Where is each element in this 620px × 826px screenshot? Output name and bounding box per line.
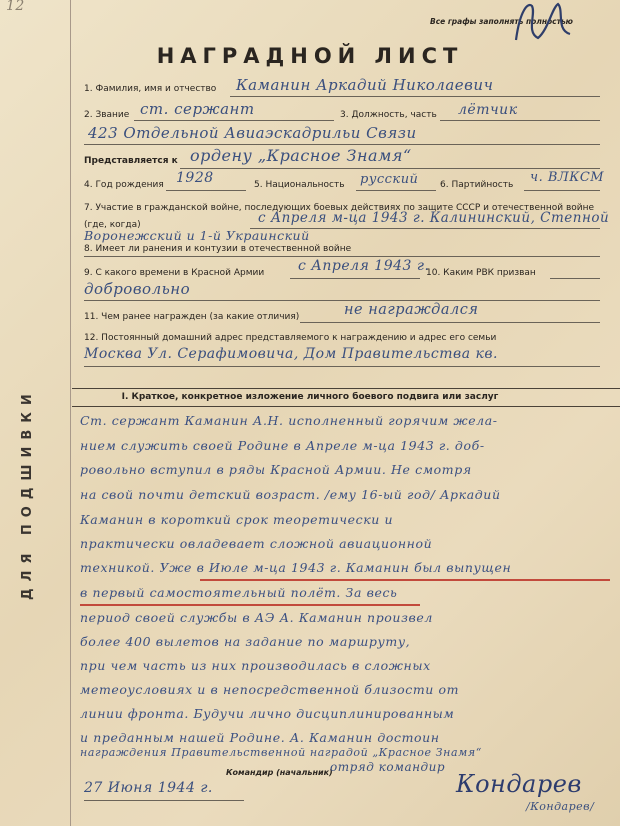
field-2-line [134,120,334,121]
represented-label: Представляется к [84,156,178,166]
narrative-line: на свой почти детский возраст. /ему 16-ый год/ Аркадий [80,487,501,502]
field-5-value: русский [360,172,419,187]
field-10-label: 10. Каким РВК призван [426,268,536,278]
field-7-value-1: с Апреля м-ца 1943 г. Калининский, Степной [258,210,610,226]
sidebar-binding-area [0,0,71,826]
top-note: Все графы заполнять полностью [430,17,573,26]
field-6-line [524,190,600,191]
unit-line [84,144,600,145]
field-1-label: 1. Фамилия, имя и отчество [84,84,217,94]
field-4-line [166,190,246,191]
field-10-line-2 [84,300,600,301]
field-4-label: 4. Год рождения [84,180,164,190]
narrative-line: метеоусловиях и в непосредственной близости от [80,682,460,697]
narrative-line: Ст. сержант Каманин А.Н. исполненный горячим жела- [80,413,498,428]
represented-value: ордену „Красное Знамя“ [190,146,412,165]
field-8-label: 8. Имеет ли ранения и контузии в отечественной войне [84,244,352,254]
field-10-line [550,278,600,279]
page-title: НАГРАДНОЙ ЛИСТ [156,44,464,68]
field-10-value: добровольно [84,280,191,298]
narrative-line: и преданным нашей Родине. А. Каманин достоин [80,730,440,745]
field-9-line [290,278,420,279]
date-line [84,800,244,801]
narrative-line: при чем часть из них производилась в сложных [80,658,431,673]
commander-sub: отряд командир [330,760,446,774]
field-9-label: 9. С какого времени в Красной Армии [84,268,265,278]
field-3-line [440,120,600,121]
field-4-value: 1928 [176,170,214,186]
field-7-value-2: Воронежский и 1-й Украинский [84,228,310,243]
field-8-line [84,256,600,257]
sidebar-label: ДЛЯ ПОДШИВКИ [20,387,35,600]
field-3-label: 3. Должность, часть [340,110,437,120]
section-bottom-rule [72,406,620,407]
commander-label: Командир (начальник) [226,768,333,777]
narrative-line: нием служить своей Родине в Апреле м-ца 1943 г. доб- [80,438,485,453]
narrative-line: более 400 вылетов на задание по маршруту, [80,634,411,649]
narrative-line: ровольно вступил в ряды Красной Армии. Не смотря [80,462,472,477]
field-12-value: Москва Ул. Серафимовича, Дом Правительства кв. [84,346,498,362]
field-7-label: 7. Участие в гражданской войне, последующих боевых действиях по защите СССР и отечественной войне (где, когда) [84,203,595,230]
signature: Кондарев [456,770,582,798]
narrative-line: в первый самостоятельный полёт. За весь [80,585,398,600]
field-6-value: ч. ВЛКСМ [530,170,605,185]
field-5-label: 5. Национальность [254,180,345,190]
red-underline-2 [80,604,420,606]
narrative-line: награждения Правительственной наградой „Красное Знамя“ [80,746,482,759]
field-9-value: с Апреля 1943 г. [298,258,430,274]
field-12-label: 12. Постоянный домашний адрес представляемого к награждению и адрес его семьи [84,333,497,343]
field-1-line [230,96,600,97]
date-value: 27 Июня 1944 г. [84,780,213,796]
field-2-value: ст. сержант [140,100,255,118]
section-title: I. Краткое, конкретное изложение личного боевого подвига или заслуг [121,392,499,402]
represented-line [180,168,600,169]
narrative-line: период своей службы в АЭ А. Каманин произвел [80,610,433,625]
field-3-value: лётчик [458,102,518,118]
top-scribble: 12 [6,0,25,14]
narrative-line: практически овладевает сложной авиационной [80,536,433,551]
field-5-line [356,190,436,191]
field-12-line [84,366,600,367]
corner-stamp-mark [508,0,578,44]
field-2-label: 2. Звание [84,110,130,120]
narrative-line: Каманин в короткий срок теоретически и [80,512,394,527]
signature-name: /Кондарев/ [526,800,595,813]
red-underline-1 [200,579,610,581]
narrative-line: техникой. Уже в Июле м-ца 1943 г. Каманин был выпущен [80,560,512,575]
narrative-line: линии фронта. Будучи лично дисциплинированным [80,706,455,721]
field-6-label: 6. Партийность [440,180,514,190]
unit-value: 423 Отдельной Авиаэскадрильи Связи [88,124,417,142]
field-1-value: Каманин Аркадий Николаевич [236,76,494,94]
field-11-value: не награждался [344,302,479,318]
field-11-line [300,322,600,323]
section-top-rule [72,388,620,389]
field-11-label: 11. Чем ранее награжден (за какие отличия) [84,312,300,322]
